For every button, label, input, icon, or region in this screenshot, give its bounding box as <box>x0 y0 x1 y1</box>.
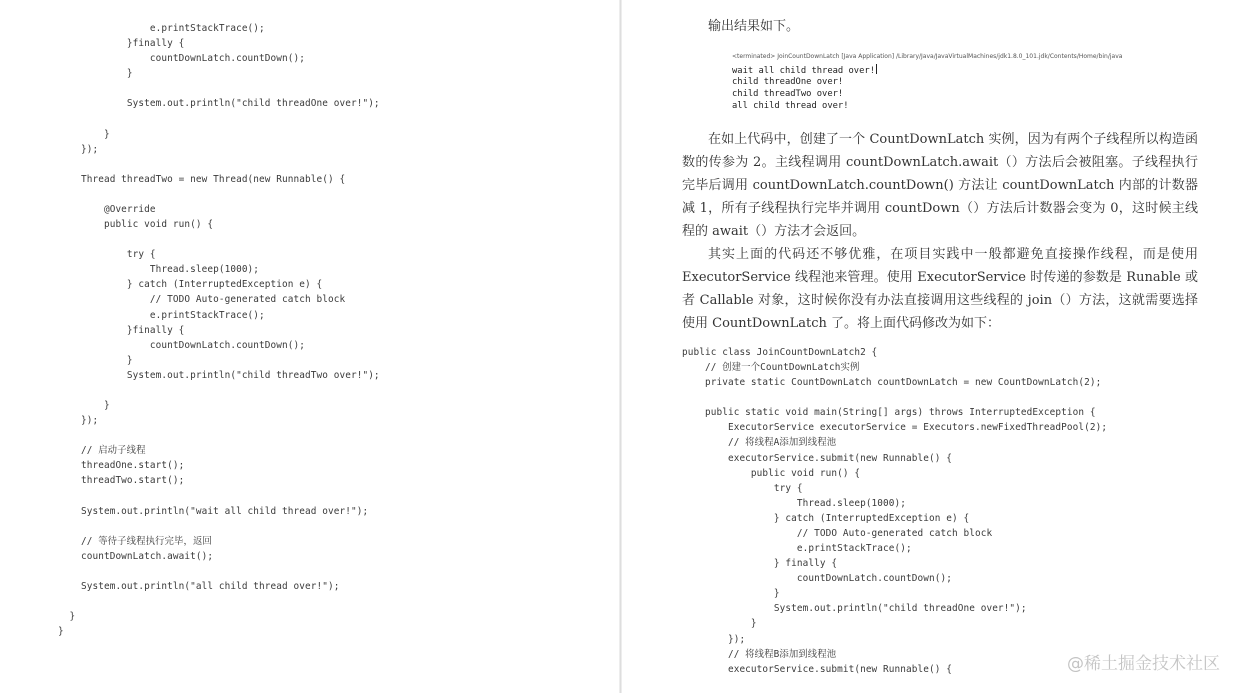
code-line: System.out.println("child threadOne over!"); <box>682 603 1027 615</box>
console-line: child threadTwo over! <box>732 89 844 99</box>
code-line: }finally { <box>58 324 185 336</box>
code-line: Thread threadTwo = new Thread(new Runnable() { <box>58 173 346 185</box>
code-line: // 启动子线程 <box>58 445 146 457</box>
code-line: countDownLatch.countDown(); <box>58 53 306 65</box>
code-line: }finally { <box>58 38 185 50</box>
code-line: // TODO Auto-generated catch block <box>58 294 346 306</box>
code-line: public void run() { <box>58 219 214 231</box>
code-line: // 将线程B添加到线程池 <box>682 648 837 660</box>
code-line: } <box>58 68 133 80</box>
code-line: // 创建一个CountDownLatch实例 <box>682 362 860 374</box>
code-line: try { <box>58 249 156 261</box>
code-line: }); <box>58 415 99 427</box>
code-line: public void run() { <box>682 467 861 479</box>
console-line: all child thread over! <box>732 101 849 111</box>
code-line: // TODO Auto-generated catch block <box>682 527 993 539</box>
code-line: executorService.submit(new Runnable() { <box>682 452 952 464</box>
code-line: } <box>58 128 110 140</box>
code-line: System.out.println("child threadTwo over!"); <box>58 369 380 381</box>
console-line: child threadOne over! <box>732 77 844 87</box>
code-line: e.printStackTrace(); <box>58 23 265 34</box>
code-line: }); <box>682 633 746 645</box>
code-line: }); <box>58 143 99 155</box>
code-line: } <box>58 611 76 623</box>
code-line: ExecutorService executorService = Executors.newFixedThreadPool(2); <box>682 422 1108 434</box>
watermark-text: @稀土掘金技术社区 <box>1067 654 1220 674</box>
console-terminated-header: <terminated> JoinCountDownLatch [Java Application] /Library/Java/JavaVirtualMachines/jdk1.8.0_101.jdk/Contents/Home/bin/java <box>732 53 1123 60</box>
code-line: System.out.println("all child thread over!"); <box>58 580 340 592</box>
code-line: } finally { <box>682 558 838 570</box>
code-line: } <box>682 588 780 600</box>
code-line: } catch (InterruptedException e) { <box>682 512 970 524</box>
output-heading: 输出结果如下。 <box>708 19 800 34</box>
code-line: e.printStackTrace(); <box>682 543 912 555</box>
code-line: } <box>682 618 757 630</box>
code-line: @Override <box>58 203 156 215</box>
code-line: executorService.submit(new Runnable() { <box>682 663 952 675</box>
code-line: System.out.println("child threadOne over!"); <box>58 98 380 110</box>
code-line: } catch (InterruptedException e) { <box>58 279 323 291</box>
console-line: wait all child thread over! <box>732 66 875 76</box>
left-page <box>0 0 619 693</box>
code-line: System.out.println("wait all child thread over!"); <box>58 505 369 517</box>
code-line: // 等待子线程执行完毕，返回 <box>58 535 212 547</box>
code-line: try { <box>682 482 803 494</box>
code-line: } <box>58 626 64 638</box>
explanation-paragraph-1: 在如上代码中，创建了一个 CountDownLatch 实例，因为有两个子线程所以构造函数的传参为 2。主线程调用 countDownLatch.await（）方法后会被阻塞。子线程执行完毕后调用 countDownLatch.countDown() 方法让 countDownLatch 内部的计数器减 1，所有子线程执行完毕并调用 countDown（）方法后计数器会变为 0，这时候主线程的 await（）方法才会返回。 <box>682 132 1198 239</box>
code-line: // 将线程A添加到线程池 <box>682 437 837 449</box>
code-line: public class JoinCountDownLatch2 { <box>682 347 878 358</box>
code-line: countDownLatch.countDown(); <box>682 573 952 585</box>
code-line: private static CountDownLatch countDownLatch = new CountDownLatch(2); <box>682 377 1102 389</box>
code-line: } <box>58 400 110 411</box>
explanation-paragraph-2: 其实上面的代码还不够优雅，在项目实践中一般都避免直接操作线程，而是使用 ExecutorService 线程池来管理。使用 ExecutorService 时传递的参数是 Runable 或者 Callable 对象，这时候你没有办法直接调用这些线程的 join（）方法，这就需要选择使用 CountDownLatch 了。将上面代码修改为如下： <box>682 247 1198 331</box>
code-line: countDownLatch.await(); <box>58 550 214 562</box>
right-page <box>622 0 1240 693</box>
code-line: Thread.sleep(1000); <box>58 264 260 276</box>
code-line: public static void main(String[] args) throws InterruptedException { <box>682 407 1096 419</box>
code-line: threadTwo.start(); <box>58 475 185 487</box>
code-line: threadOne.start(); <box>58 460 185 472</box>
code-line: Thread.sleep(1000); <box>682 497 907 509</box>
code-line: } <box>58 354 133 366</box>
code-line: countDownLatch.countDown(); <box>58 339 306 351</box>
code-line: e.printStackTrace(); <box>58 309 265 321</box>
text-cursor <box>876 64 877 74</box>
